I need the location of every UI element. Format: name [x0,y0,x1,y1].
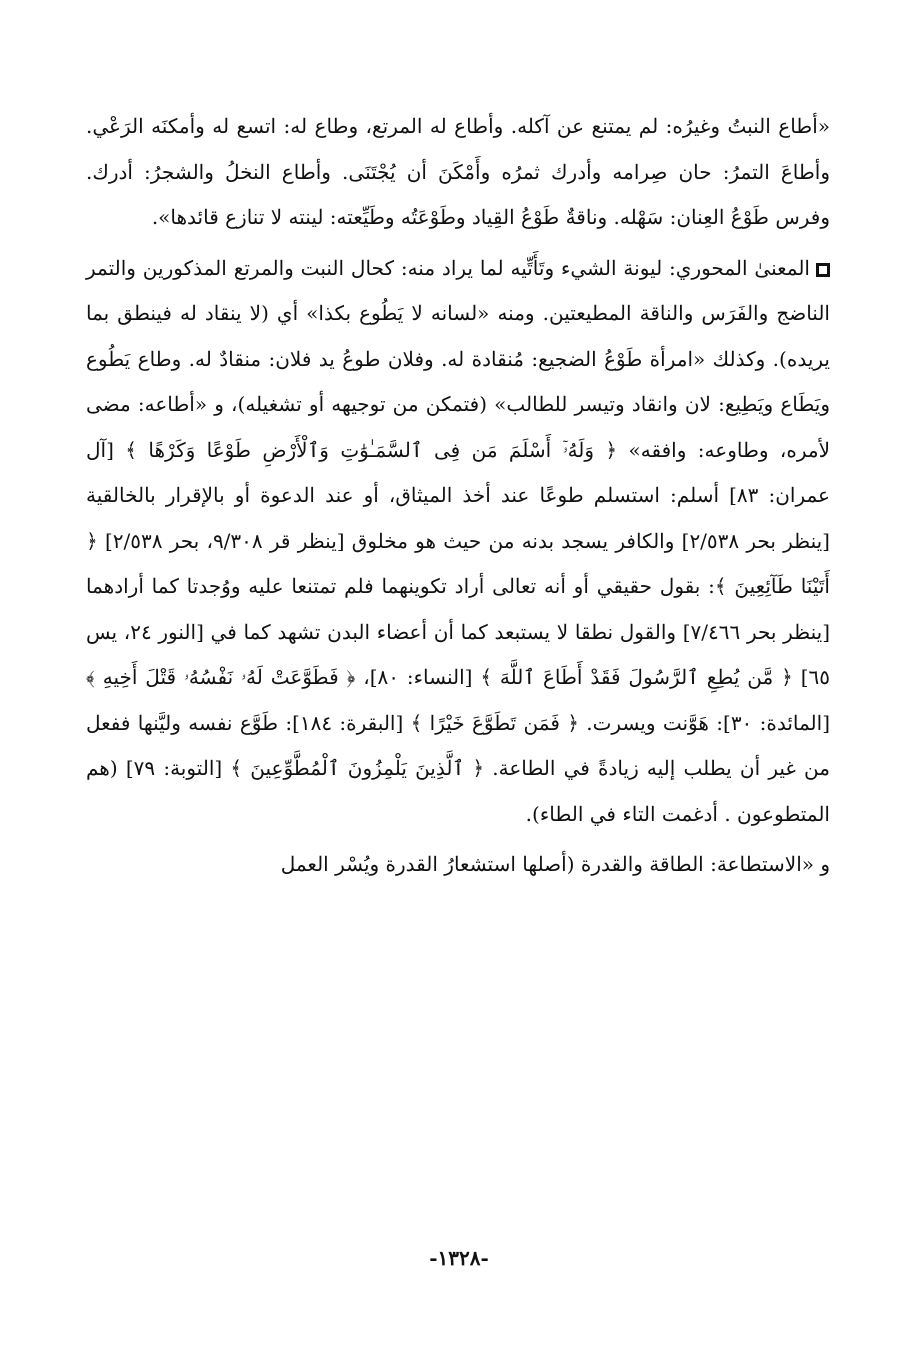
paragraph-core-meaning [86,246,830,838]
paragraph-definition: «أطاع النبتُ وغيرُه: لم يمتنع عن آكله. وأطاع له المرتع، وطاع له: اتسع له وأمكنَه الرَعْي. وأطاعَ التمرُ: حان صِرامه وأدرك ثمرُه وأَمْكَنَ أن يُجْتَنَى. وأطاع النخلُ والشجرُ: أدرك. وفرس طَوْعُ العِنان: سَهْله. وناقةٌ طَوْعُ القِياد وطَوْعَتُه وطَيِّعته: لينته لا تنازع قائدها». [86,114,830,229]
body-text [86,104,830,888]
paragraph-istitaa: و «الاستطاعة: الطاقة والقدرة (أصلها استشعارُ القدرة ويُسْر العمل [280,852,830,876]
page-number: -١٣٢٨- [429,1246,489,1270]
paragraph-core-meaning-text: المعنىٰ المحوري: ليونة الشيء وتَأَتِّيه لما يراد منه: كحال النبت والمرتع المذكورين والتمر الناضج والفَرَس والناقة المطيعتين. ومنه «لسانه لا يَطُوع بكذا» أي (لا ينقاد له فينطق بما يريده). وكذلك «امرأة طَوْعُ الضجيع: مُنقادة له. وفلان طوعُ يد فلان: منقادٌ له. وطاع يَطُوع ويَطَاع ويَطِيع: لان وانقاد وتيسر للطالب» (فتمكن من توجيهه أو تشغيله)، و «أطاعه: مضى لأمره، وطاوعه: وافقه» ﴿ وَلَهُۥٓ أَسْلَمَ مَن فِى ٱلسَّمَـٰوَٰتِ وَٱلْأَرْضِ طَوْعًا وَكَرْهًا ﴾ [آل عمران: ٨٣] أسلم: استسلم طوعًا عند أخذ الميثاق، أو عند الدعوة أو بالإقرار بالخالقية [ينظر بحر ٢/٥٣٨] والكافر يسجد بدنه من حيث هو مخلوق [ينظر قر ٩/٣٠٨، بحر ٢/٥٣٨] ﴿ أَتَيْنَا طَآئِعِينَ ﴾: بقول حقيقي أو أنه تعالى أراد تكوينهما فلم تمتنعا عليه ووُجدتا كما أرادهما [ينظر بحر ٧/٤٦٦] والقول نطقا لا يستبعد كما أن أعضاء البدن تشهد كما في [النور ٢٤، يس ٦٥] ﴿ مَّن يُطِعِ ٱلرَّسُولَ فَقَدْ أَطَاعَ ٱللَّهَ ﴾ [النساء: ٨٠]، ﴿ فَطَوَّعَتْ لَهُۥ نَفْسُهُۥ قَتْلَ أَخِيهِ ﴾ [المائدة: ٣٠]: هَوَّنت ويسرت. ﴿ فَمَن تَطَوَّعَ خَيْرًا ﴾ [البقرة: ١٨٤]: طَوَّع نفسه وليَّنها ففعل من غير أن يطلب إليه زيادةً في الطاعة. ﴿ ٱلَّذِينَ يَلْمِزُونَ ٱلْمُطَّوِّعِينَ ﴾ [التوبة: ٧٩] (هم المتطوعون . أدغمت التاء في الطاء). [86,255,831,826]
checkbox-icon [816,263,830,277]
